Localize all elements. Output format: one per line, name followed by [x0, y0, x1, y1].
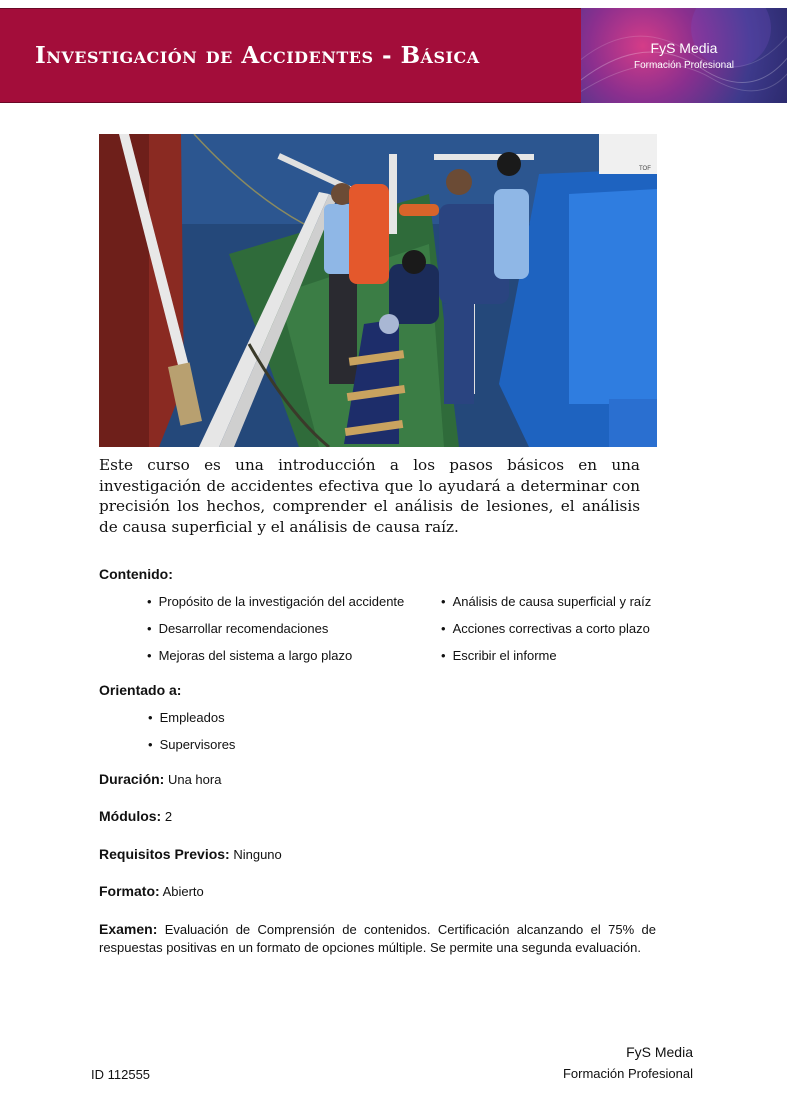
list-item: • Análisis de causa superficial y raíz	[441, 594, 651, 621]
list-item: • Acciones correctivas a corto plazo	[441, 621, 651, 648]
brand-subtitle: Formación Profesional	[633, 60, 735, 71]
duracion-field	[99, 771, 221, 787]
document-id: ID 112555	[91, 1067, 151, 1082]
list-item: • Desarrollar recomendaciones	[147, 621, 404, 648]
formato-field	[99, 883, 204, 899]
requisitos-field	[99, 846, 282, 862]
modulos-label: Módulos:	[99, 808, 162, 824]
formato-label: Formato:	[99, 883, 160, 899]
page-header	[0, 8, 787, 103]
modulos-field	[99, 808, 172, 824]
list-item: • Supervisores	[148, 737, 235, 764]
examen-label: Examen:	[99, 921, 158, 937]
duracion-value: Una hora	[167, 772, 222, 787]
contenido-list-left	[147, 594, 404, 675]
brand-name: FyS Media	[650, 40, 718, 56]
requisitos-label: Requisitos Previos:	[99, 846, 230, 862]
examen-field	[99, 920, 656, 957]
list-item: • Escribir el informe	[441, 648, 651, 675]
page-title: Investigación de Accidentes - Básica	[35, 42, 480, 69]
list-item: • Empleados	[148, 710, 235, 737]
brand-logo	[581, 8, 787, 103]
ship-deck-rescue-illustration	[99, 134, 657, 447]
examen-value: Evaluación de Comprensión de contenidos. Certificación alcanzando el 75% de respuestas positivas en un formato de opciones múltiple. Se permite una segunda evaluación.	[99, 922, 656, 955]
requisitos-value: Ninguno	[233, 847, 282, 862]
footer-brand	[563, 1044, 693, 1081]
orientado-heading: Orientado a:	[99, 682, 182, 698]
photo-corner-mark: TOF	[639, 166, 651, 172]
footer-brand-name: FyS Media	[626, 1044, 693, 1060]
header-banner	[0, 8, 581, 103]
contenido-list-right	[441, 594, 651, 675]
modulos-value: 2	[164, 809, 173, 824]
footer-brand-subtitle: Formación Profesional	[562, 1066, 693, 1081]
list-item: • Mejoras del sistema a largo plazo	[147, 648, 404, 675]
orientado-list	[148, 710, 235, 764]
duracion-label: Duración:	[99, 771, 165, 787]
course-photo	[99, 134, 657, 447]
list-item: • Propósito de la investigación del accidente	[147, 594, 404, 621]
contenido-heading: Contenido:	[99, 566, 173, 582]
course-intro: Este curso es una introducción a los pasos básicos en una investigación de accidentes efectiva que lo ayudará a determinar con precisión los hechos, comprender el análisis de lesiones, el análisis de causa superficial y el análisis de causa raíz.	[99, 456, 640, 536]
formato-value: Abierto	[162, 884, 204, 899]
